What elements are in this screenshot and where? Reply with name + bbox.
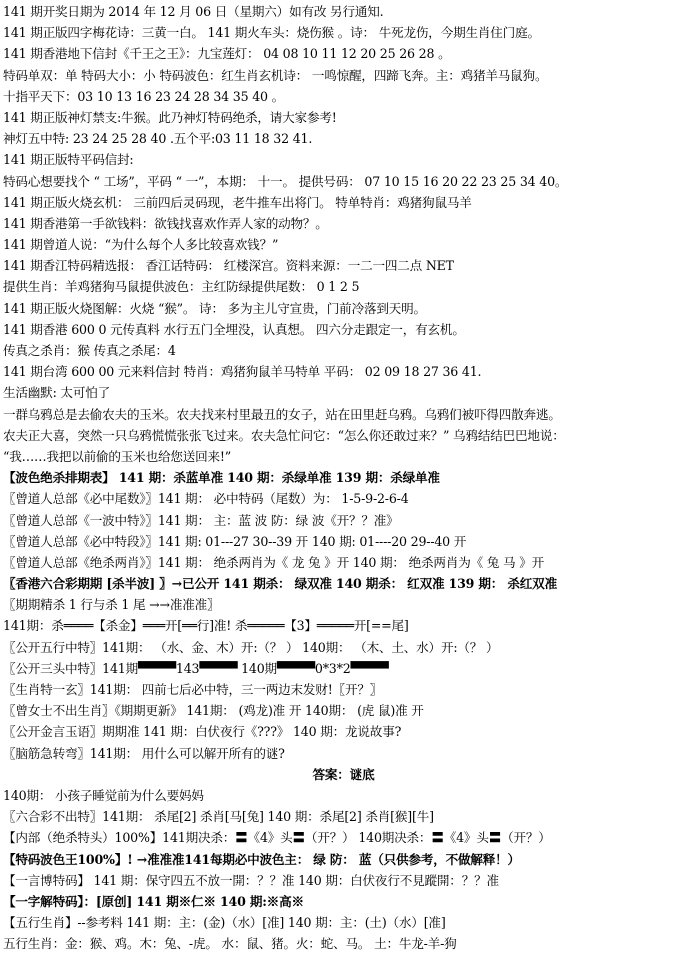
text-line: 〖脑筋急转弯〗141期： 用什么可以解开所有的谜? (3, 745, 285, 761)
text-line: 141 期正版特平码信封: (3, 152, 134, 168)
text-line: 〖公开金言玉语〗期期准 141 期：白伏夜行《???》 140 期：龙说故事? (3, 724, 402, 740)
text-line: 〖期期精杀 1 行与杀 1 尾 →→准准准〗 (3, 597, 220, 613)
text-line: 〖曾道人总部《必中特段》〗141 期: 01---27 30--39 开 140 期: 01----20 29--40 开 (3, 533, 467, 549)
text-line: 一群乌鸦总是去偷农夫的玉米。农夫找来村里最丑的女子，站在田里赶乌鸦。乌鸦们被吓得四散奔逃。 (3, 406, 561, 422)
text-line: 〖曾女士不出生肖〗《期期更新》 141期： (鸡龙)准 开 140期： (虎 鼠)准 开 (3, 703, 424, 719)
text-line: 答案：谜底 (312, 766, 375, 782)
text-line: 141 期香港 600 0 元传真料 水行五门全埋没，认真想。 四六分走跟定一，有玄机。 (3, 321, 465, 337)
text-line: 〖曾道人总部《必中尾数》〗141 期： 必中特码（尾数）为： 1-5-9-2-6-4 (3, 491, 409, 507)
text-line: 特码心想要找个 “ 工场”，平码 “ 一”，本期： 十一。 提供号码： 07 10 15 16 20 22 23 25 34 40。 (3, 173, 568, 189)
text-line: 〖曾道人总部《绝杀两肖》〗141 期： 绝杀两肖为《 龙 兔 》开 140 期： 绝杀两肖为《 兔 马 》开 (3, 554, 544, 570)
text-line: 【内部（绝杀特头）100%】141期决杀：〓《4》头〓（开？） 140期决杀：〓《4》头〓（开？） (3, 830, 551, 846)
text-line: 〖生肖特一玄〗141期： 四前七后必中特，三一两边末发财!〖开？〗 (3, 682, 383, 697)
text-line: 141 期正版火烧玄机： 三前四后灵码现，老牛推车出将门。 特单特肖：鸡猪狗鼠马羊 (3, 194, 472, 210)
text-line: 141 期正版神灯禁支:牛猴。此乃神灯特码绝杀，请大家参考! (3, 109, 337, 125)
text-line: 【一字解特码】：[原创] 141 期※仁※ 140 期:※高※ (3, 893, 304, 909)
text-line: 五行生肖：金：猴、鸡。木：兔、-虎。 水：鼠、猪。火：蛇、马。 土：牛龙-羊-狗 (3, 936, 457, 952)
text-line: 【特码波色王100%】! →准准准141每期必中波色主： 绿 防： 蓝（只供参考，不做解释！） (3, 851, 520, 867)
text-line: 神灯五中特: 23 24 25 28 40 .五个平:03 11 18 32 41. (3, 131, 313, 147)
text-line: 提供生肖：羊鸡猪狗马鼠提供波色：主红防绿提供尾数： 0 1 2 5 (3, 279, 360, 295)
text-line: 〖曾道人总部《一波中特》〗141 期： 主：蓝 波 防：绿 波《开？？准》 (3, 512, 399, 528)
text-line: 141 期香江特码精选报： 香江话特码： 红楼深宫。资料来源：一二一四二点 NET (3, 258, 454, 274)
text-line: 141 期曾道人说：“为什么每个人多比较喜欢钱？” (3, 237, 279, 253)
text-line: 特码单双：单 特码大小：小 特码波色：红生肖玄机诗： 一鸣惊醒，四蹄飞奔。主：鸡猪羊马鼠狗。 (3, 67, 548, 83)
text-line: “我……我把以前偷的玉米也给您送回来!” (3, 448, 232, 464)
text-line: 【波色绝杀排期表】 141 期：杀蓝单准 140 期：杀绿单准 139 期：杀绿单准 (3, 470, 440, 486)
text-line: 【一言博特码】 141 期：保守四五不放一開：？？准 140 期：白伏夜行不見蹤開：？？准 (3, 872, 499, 888)
text-line: 141 期开奖日期为 2014 年 12 月 06 日（星期六）如有改 另行通知. (3, 4, 384, 19)
text-line: 141 期香港第一手欲钱料：欲钱找喜欢作弄人家的动物？。 (3, 215, 328, 231)
text-line: 140期： 小孩子睡觉前为什么要妈妈 (3, 787, 204, 803)
text-line: 传真之杀肖：猴 传真之杀尾：4 (3, 343, 176, 358)
text-line: 〖六合彩不出特〗141期： 杀尾[2] 杀肖[马[兔] 140 期：杀尾[2] 杀肖[猴][牛] (3, 809, 434, 825)
text-line: 〖公开三头中特〗141期▀▀▀▀143▀▀▀▀ 140期▀▀▀▀0*3*2▀▀▀▀ (3, 660, 389, 676)
text-line: 【五行生肖】--参考料 141 期：主：(金)（水）[准] 140 期：主：(土)（水）[准] (3, 915, 446, 931)
text-line: 141 期台湾 600 00 元来料信封 特肖：鸡猪狗鼠羊马特单 平码： 02 09 18 27 36 41. (3, 364, 482, 380)
text-line: 141 期香港地下信封《千王之王》：九宝莲灯： 04 08 10 11 12 20 25 26 28 。 (3, 46, 451, 62)
text-line: 〖公开五行中特〗141期： （水、金、木）开:（？ ） 140期： （木、土、水）开:（？ ） (3, 639, 499, 655)
text-line: 141期：杀════【杀金】═══开[══行]准! 杀═════【3】═════开[==尾] (3, 618, 409, 634)
text-line: 〖香港六合彩期期 [杀半波] 〗→已公开 141 期杀： 绿双准 140 期杀： 红双准 139 期： 杀红双准 (3, 576, 557, 592)
text-line: 生活幽默: 太可怕了 (3, 385, 110, 401)
text-line: 农夫正大喜，突然一只乌鸦慌慌张张飞过来。农夫急忙问它：“怎么你还敢过来？” 乌鸦结结巴巴地说： (3, 427, 565, 443)
text-line: 141 期正版四字梅花诗：三黄一白。 141 期火车头：烧伤猴 。诗： 牛死龙伤，今期生肖住门庭。 (3, 25, 540, 41)
text-line: 十指平天下：03 10 13 16 23 24 28 34 35 40 。 (3, 88, 285, 104)
text-line: 141 期正版火烧图解：火烧 “猴”。 诗： 多为主儿守宣贵，门前冷落到天明。 (3, 300, 426, 316)
